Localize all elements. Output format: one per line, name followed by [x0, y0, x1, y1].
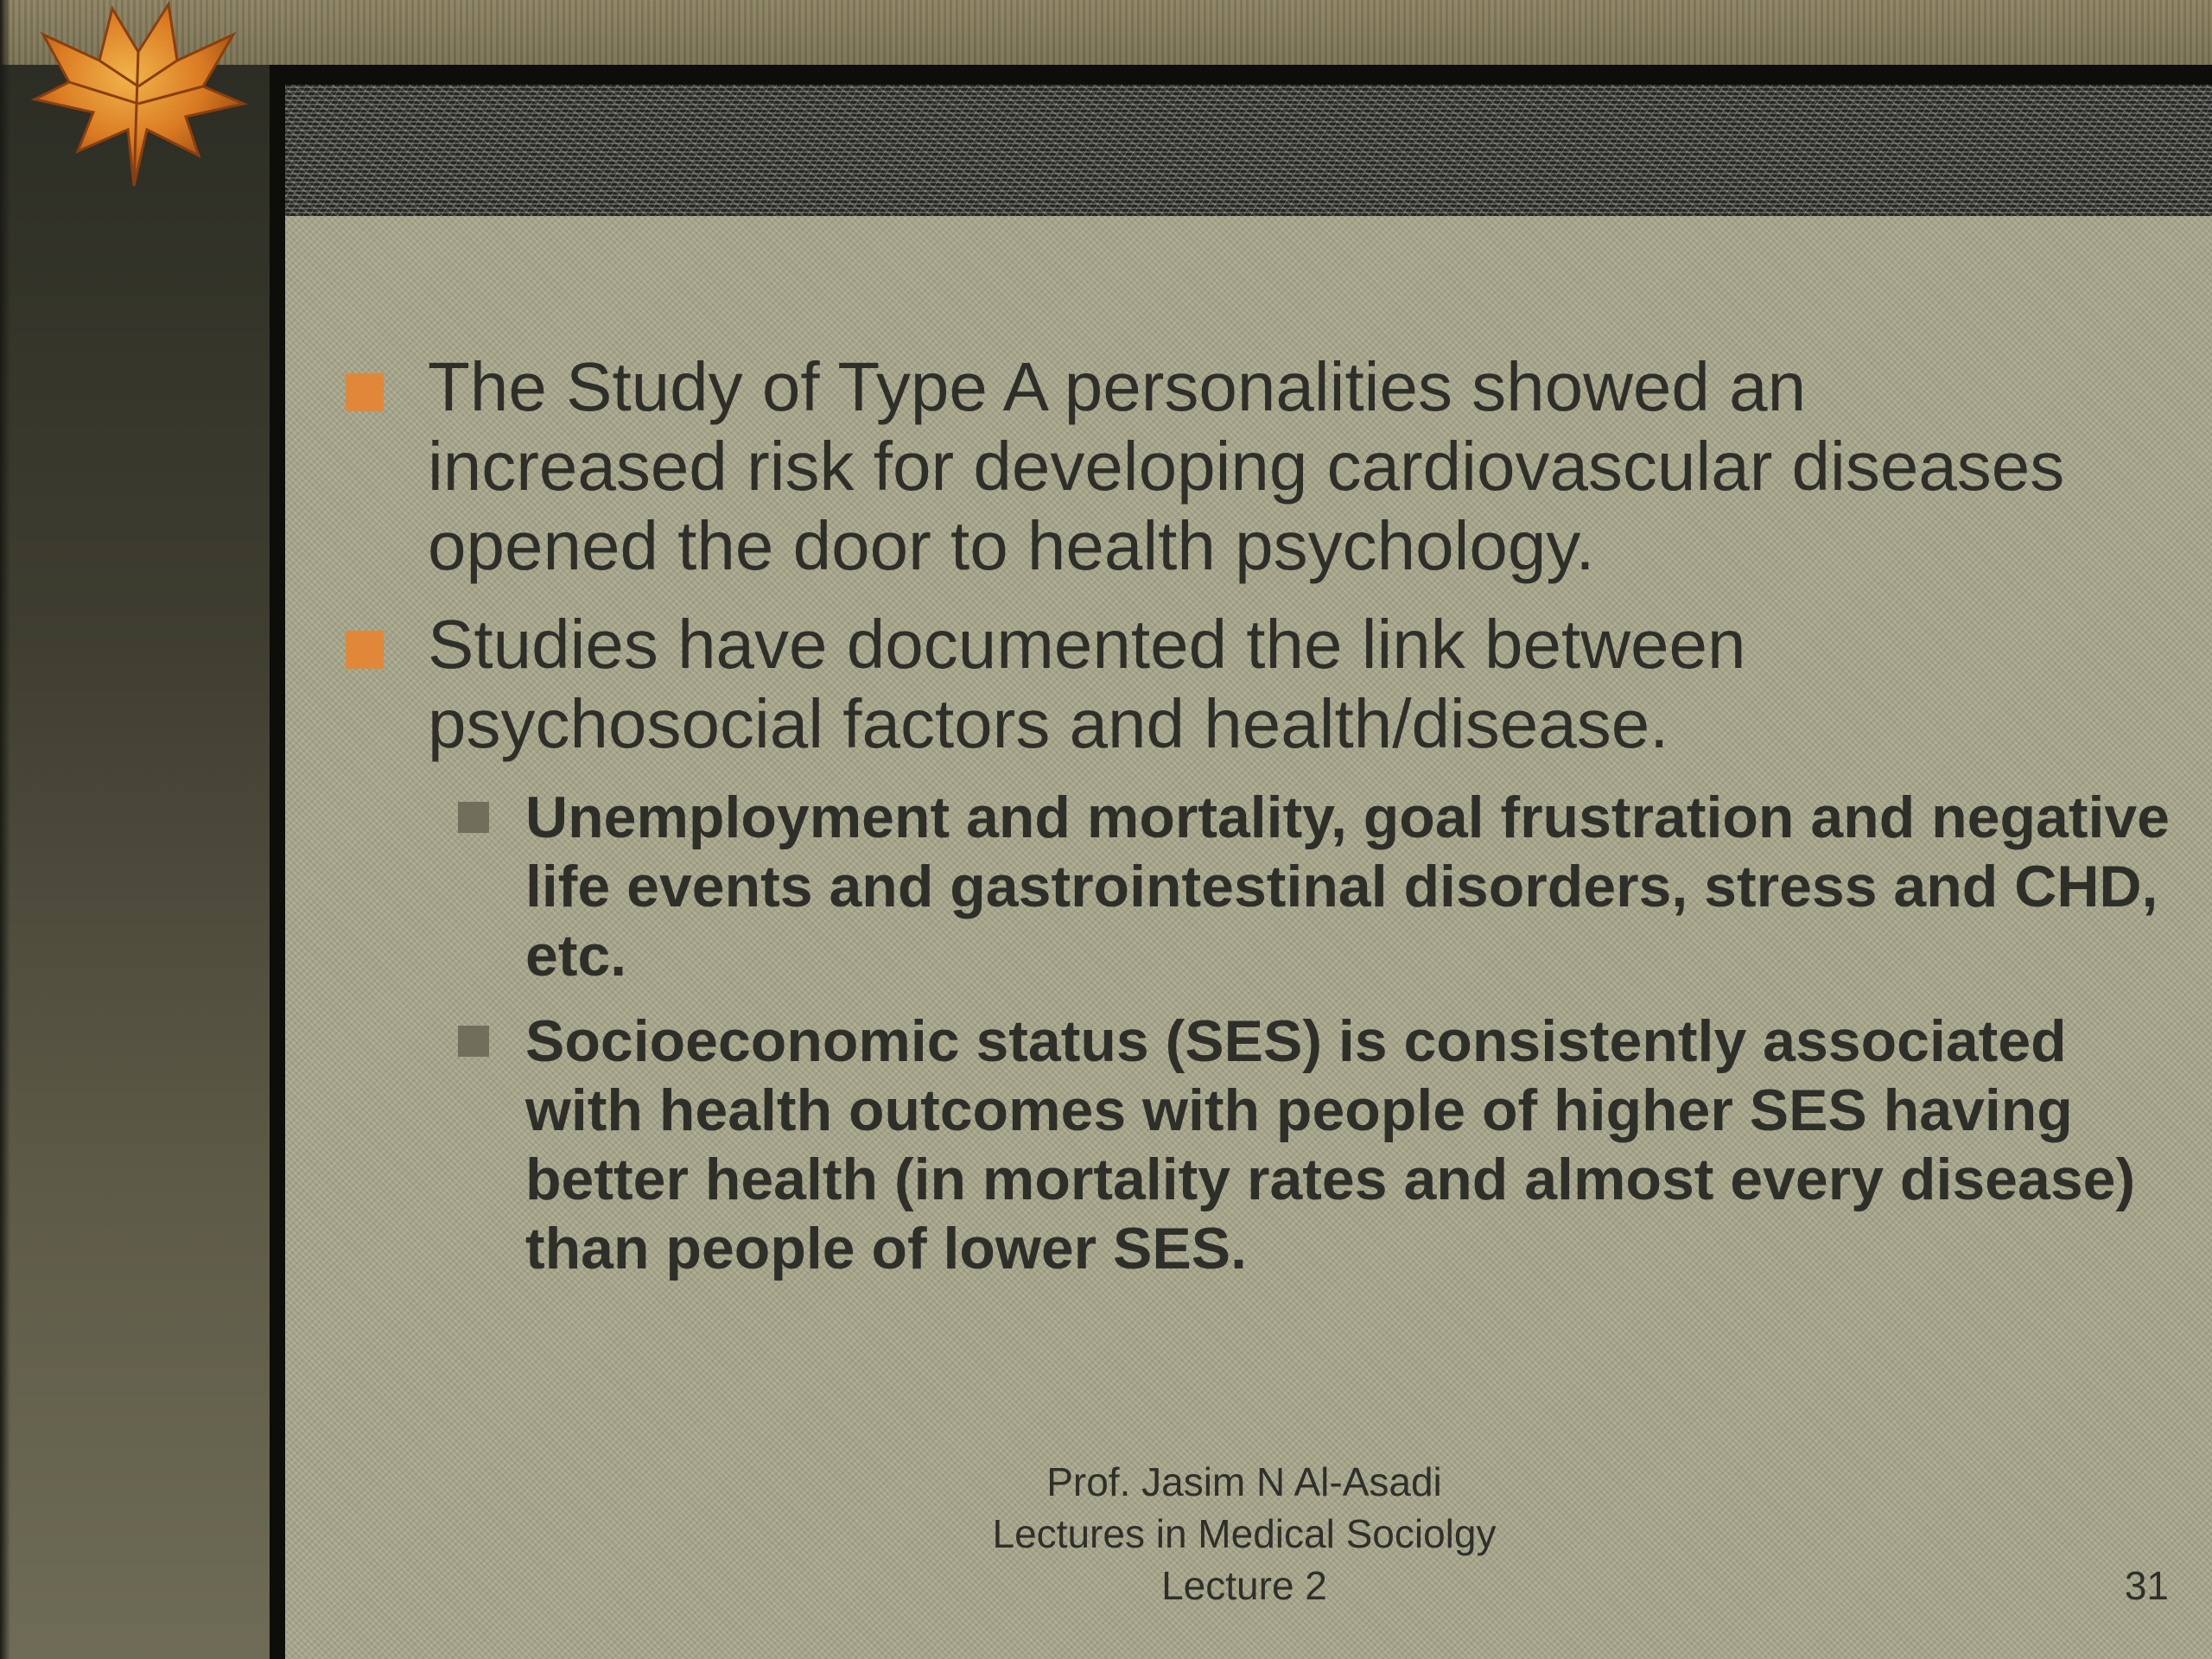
page-number: 31: [2124, 1563, 2169, 1608]
sub-bullet-1-text: Unemployment and mortality, goal frustration and negative life events and gastrointestinal disorders, stress and CHD, etc.: [525, 785, 2171, 988]
bullet-1-text: The Study of Type A personalities showed an increased risk for developing cardiovascular diseases opened the door to health psychology.: [428, 348, 2065, 584]
footer-author: Prof. Jasim N Al-Asadi: [1046, 1459, 1442, 1504]
autumn-leaf-icon: [17, 0, 251, 199]
sub-bullet-1: [458, 783, 2177, 995]
left-decorative-column: [0, 65, 270, 1659]
bullet-2-text: Studies have documented the link between psychosocial factors and health/disease.: [428, 606, 1746, 762]
footer-course: Lectures in Medical Sociolgy: [992, 1511, 1497, 1556]
slide-footer: [899, 1456, 1590, 1611]
top-wood-strip: [0, 0, 2212, 65]
sub-bullet-2-marker: [458, 1026, 489, 1057]
sub-bullet-2-text: Socioeconomic status (SES) is consistently associated with health outcomes with people of higher SES having better health (in mortality rates and almost every disease) than people of lower SES.: [525, 1008, 2136, 1281]
bullet-2: [346, 605, 2074, 769]
bullet-1: [346, 347, 2074, 589]
footer-lecture: Lecture 2: [1161, 1563, 1327, 1608]
bullet-1-marker: [346, 373, 384, 411]
header-texture-band: [285, 85, 2212, 216]
sub-bullet-2: [458, 1007, 2177, 1292]
left-edge-shadow: [0, 0, 10, 1659]
bullet-2-marker: [346, 631, 384, 669]
sub-bullet-1-marker: [458, 802, 489, 833]
